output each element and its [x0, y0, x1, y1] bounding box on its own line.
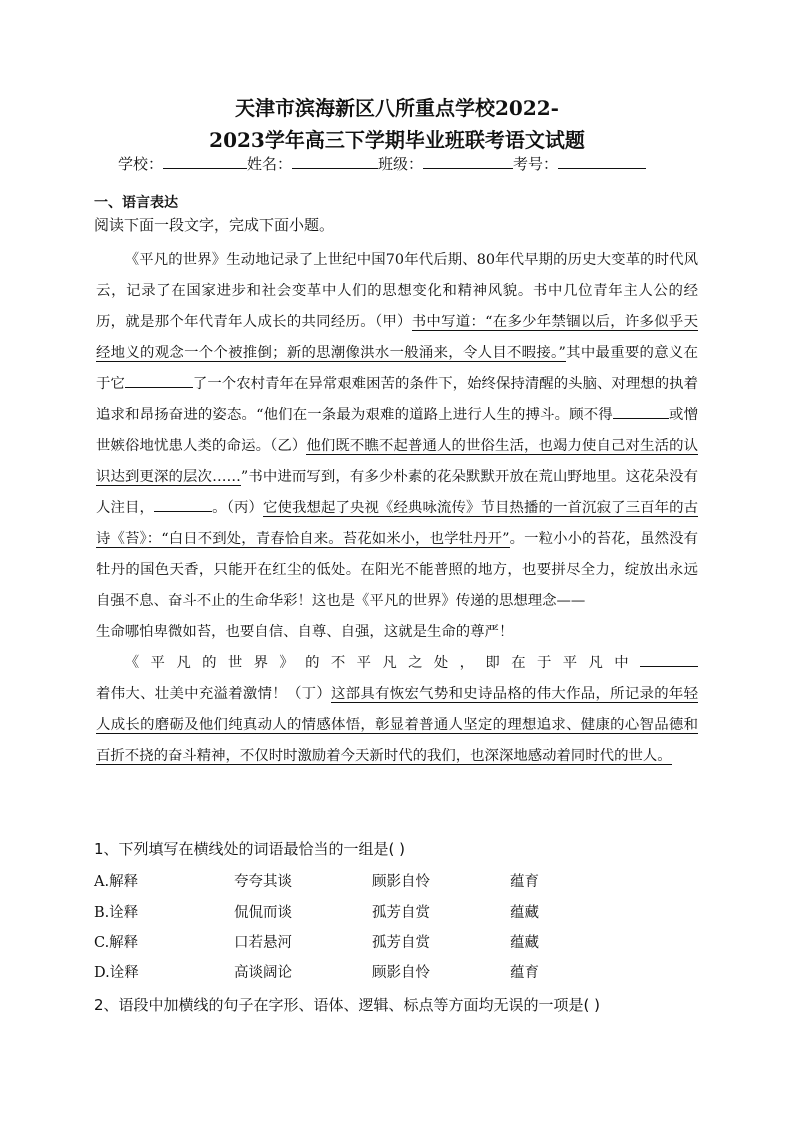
passage-text: 《平凡的世界》的不平凡之处，即在于平凡中 — [124, 655, 640, 671]
number-blank[interactable] — [558, 152, 646, 169]
student-info-row — [118, 152, 678, 176]
option-word: 蕴藏 — [510, 905, 539, 921]
school-blank[interactable] — [163, 152, 247, 169]
name-blank[interactable] — [292, 152, 378, 169]
passage-paragraph-3 — [96, 648, 698, 772]
option-word: 蕴藏 — [510, 935, 539, 951]
option-label: B.诠释 — [94, 905, 139, 921]
passage-text: 。（丙） — [212, 500, 263, 516]
passage-text: 了一个农村青年在异常艰难困苦的条件下，始终保持清醒的头脑、对理想的执着追求和昂扬奋进的姿态。“他们在一条最为艰难的道路上进行人生的搏斗。顾不得 — [96, 376, 698, 423]
passage-text: 其中最重要的意义在于它 — [96, 345, 698, 392]
question-1-stem: 1、下列填写在横线处的词语最恰当的一组是( ) — [94, 840, 406, 858]
passage-text: ”书中进而写到，有多少朴素的花朵默默开放在荒山野地里。这花朵没有人注目， — [96, 469, 698, 516]
school-label: 学校： — [118, 155, 164, 173]
underlined-sentence-ding: 这部具有恢宏气势和史诗品格的伟大作品，所记录的年轻人成长的磨砺及他们纯真动人的情感体悟，彰显着普通人坚定的理想追求、健康的心智品德和百折不挠的奋斗精神，不仅时时激励着今天新时代的我们，也深深地感动着同时代的世人。 — [96, 686, 698, 764]
name-label: 姓名： — [247, 155, 293, 173]
option-word: 孤芳自赏 — [372, 905, 430, 921]
passage-text: 或憎世嫉俗地忧患人类的命运。（乙） — [96, 407, 698, 454]
option-word: 侃侃而谈 — [234, 905, 292, 921]
option-word: 孤芳自赏 — [372, 935, 430, 951]
reading-passage — [96, 245, 698, 772]
passage-text: 《平凡的世界》生动地记录了上世纪中国70年代后期、80年代早期的历史大变革的时代风云，记录了在国家进步和社会变革中人们的思想变化和精神风貌。书中几位青年主人公的经历，就是那个年代青年人成长的共同经历。（甲） — [96, 252, 698, 330]
underlined-sentence-bing: 它使我想起了央视《经典咏流传》节目热播的一首沉寂了三百年的古诗《苔》：“白日不到处，青春恰自来。苔花如米小，也学牡丹开” — [96, 500, 698, 547]
fill-blank-4 — [640, 652, 698, 667]
option-label: C.解释 — [94, 935, 139, 951]
option-word: 蕴育 — [510, 965, 539, 981]
option-word: 高谈阔论 — [234, 965, 292, 981]
class-label: 班级： — [378, 155, 424, 173]
exam-title-line1: 天津市滨海新区八所重点学校2022- — [235, 96, 559, 120]
passage-text: 。一粒小小的苔花，虽然没有牡丹的国色天香，只能开在红尘的低处。在阳光不能普照的地方，也要拼尽全力，绽放出永远自强不息、奋斗不止的生命华彩！这也是《平凡的世界》传递的思想理念—— — [96, 531, 698, 609]
option-word: 蕴育 — [510, 874, 539, 890]
option-label: D.诠释 — [94, 965, 139, 981]
class-blank[interactable] — [423, 152, 513, 169]
fill-blank-3 — [154, 497, 212, 512]
question-2-stem: 2、语段中加横线的句子在字形、语体、逻辑、标点等方面均无误的一项是( ) — [94, 996, 601, 1014]
passage-paragraph-2: 生命哪怕卑微如苔，也要自信、自尊、自强，这就是生命的尊严！ — [96, 624, 514, 640]
exam-title-line2: 2023学年高三下学期毕业班联考语文试题 — [209, 128, 585, 152]
option-label: A.解释 — [94, 874, 139, 890]
underlined-sentence-jia: 书中写道：“在多少年禁锢以后，许多似乎天经地义的观念一个个被推倒；新的思潮像洪水一般涌来，令人目不暇接。” — [96, 314, 698, 361]
underlined-sentence-yi: 他们既不瞧不起普通人的世俗生活，也竭力使自己对生活的认识达到更深的层次…… — [96, 438, 698, 485]
option-word: 顾影自怜 — [372, 874, 430, 890]
section-heading: 一、语言表达 — [94, 195, 178, 211]
number-label: 考号： — [513, 155, 559, 173]
option-word: 夸夸其谈 — [234, 874, 292, 890]
fill-blank-1 — [125, 373, 193, 388]
option-word: 顾影自怜 — [372, 965, 430, 981]
section-instruction: 阅读下面一段文字，完成下面小题。 — [94, 216, 335, 234]
fill-blank-2 — [613, 404, 669, 419]
passage-text: 着伟大、壮美中充溢着激情！（丁） — [96, 686, 332, 702]
option-word: 口若悬河 — [234, 935, 292, 951]
passage-paragraph-1 — [96, 245, 698, 617]
